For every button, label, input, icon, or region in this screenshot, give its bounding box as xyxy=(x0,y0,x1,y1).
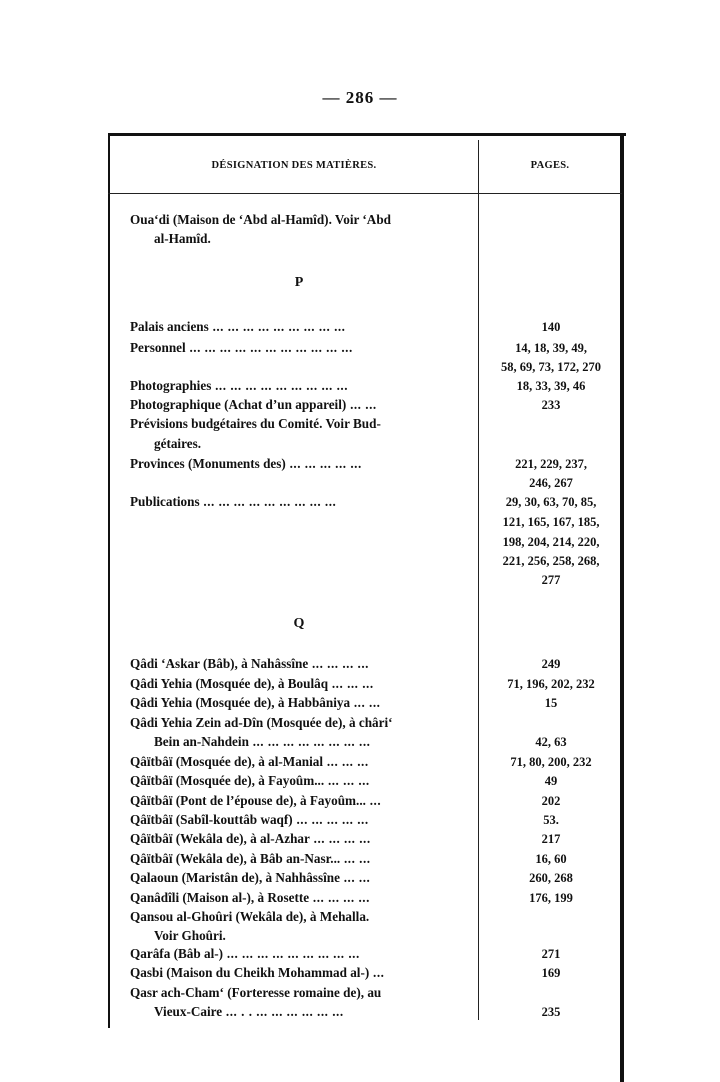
entry-continuation: Vieux-Caire ... . . ... ... ... ... ... ... xyxy=(154,1004,344,1019)
entry-qasr-ach-cham: Qasr ach-Cham‘ (Forteresse romaine de), au xyxy=(130,985,382,1000)
entry-qaitbai-fayoum: Qâïtbâï (Mosquée de), à Fayoûm... ... ... ... xyxy=(130,773,370,788)
entry-continuation: Voir Ghoûri. xyxy=(154,928,226,943)
entry-photographies: Photographies ... ... ... ... ... ... ... ... ... xyxy=(130,378,349,393)
entry-qadi-yehia-boulaq: Qâdi Yehia (Mosquée de), à Boulâq ... ... ... xyxy=(130,676,374,691)
section-letter-p: P xyxy=(294,275,304,290)
page-ref: 29, 30, 63, 70, 85, xyxy=(505,495,597,509)
entry-qansou: Qansou al-Ghoûri (Wekâla de), à Mehalla. xyxy=(130,909,370,924)
entry-qaitbai-manial: Qâïtbâï (Mosquée de), à al-Manial ... ... ... xyxy=(130,754,369,769)
page-ref: 71, 80, 200, 232 xyxy=(510,755,592,769)
page-ref: 260, 268 xyxy=(529,871,573,885)
entry-qasbi: Qasbi (Maison du Cheikh Mohammad al-) ... xyxy=(130,965,385,980)
entry-continuation: al-Hamîd. xyxy=(154,231,211,246)
page-ref: 176, 199 xyxy=(529,891,573,905)
section-letter-q: Q xyxy=(293,616,305,631)
page-ref: 121, 165, 167, 185, xyxy=(502,515,600,529)
page-ref: 14, 18, 39, 49, xyxy=(515,341,587,355)
entry-continuation: Bein an-Nahdein ... ... ... ... ... ... ... ... xyxy=(154,734,371,749)
page-ref: 221, 256, 258, 268, xyxy=(502,554,600,568)
entry-qaitbai-wekala-azhar: Qâïtbâï (Wekâla de), à al-Azhar ... ... ... ... xyxy=(130,831,371,846)
page-ref: 16, 60 xyxy=(535,852,567,866)
entry-palais-anciens: Palais anciens ... ... ... ... ... ... ... ... ... xyxy=(130,319,346,334)
page-ref: 42, 63 xyxy=(535,735,567,749)
entry-oua-di: Oua‘di (Maison de ‘Abd al-Hamîd). Voir ‘Abd xyxy=(130,212,391,227)
page-ref: 15 xyxy=(544,696,558,710)
page-ref: 71, 196, 202, 232 xyxy=(507,677,595,691)
entry-previsions: Prévisions budgétaires du Comité. Voir Bud- xyxy=(130,416,381,431)
header-rule xyxy=(108,193,622,194)
page-ref: 271 xyxy=(541,947,561,961)
page-ref: 18, 33, 39, 46 xyxy=(516,379,586,393)
page-ref: 233 xyxy=(541,398,561,412)
page-ref: 246, 267 xyxy=(529,476,573,490)
entry-continuation: gétaires. xyxy=(154,436,201,451)
page-ref: 58, 69, 73, 172, 270 xyxy=(501,360,601,374)
entry-provinces: Provinces (Monuments des) ... ... ... ... ... xyxy=(130,456,362,471)
page-ref: 217 xyxy=(541,832,561,846)
entry-qadi-yehia-habbaniya: Qâdi Yehia (Mosquée de), à Habbâniya ... ... xyxy=(130,695,381,710)
page-ref: 53. xyxy=(543,813,559,827)
header-designation: DÉSIGNATION DES MATIÈRES. xyxy=(211,160,377,171)
page-number: — 286 — xyxy=(322,88,398,107)
entry-photographique: Photographique (Achat d’un appareil) ... ... xyxy=(130,397,377,412)
entry-personnel: Personnel ... ... ... ... ... ... ... ... ... ... ... xyxy=(130,340,353,355)
entry-qaitbai-pont: Qâïtbâï (Pont de l’épouse de), à Fayoûm... ... xyxy=(130,793,382,808)
entry-qarafa: Qarâfa (Bâb al-) ... ... ... ... ... ... ... ... ... xyxy=(130,946,360,961)
page-ref: 249 xyxy=(541,657,561,671)
page-ref: 202 xyxy=(541,794,561,808)
entry-qadi-askar: Qâdi ‘Askar (Bâb), à Nahâssîne ... ... ... ... xyxy=(130,656,369,671)
header-pages: PAGES. xyxy=(530,160,570,171)
page-ref: 49 xyxy=(544,774,558,788)
page-ref: 169 xyxy=(541,966,561,980)
page-ref: 235 xyxy=(541,1005,561,1019)
entry-publications: Publications ... ... ... ... ... ... ... ... ... xyxy=(130,494,337,509)
entry-qalaoun: Qalaoun (Maristân de), à Nahhâssîne ... ... xyxy=(130,870,371,885)
entry-qanadili: Qanâdîli (Maison al-), à Rosette ... ... ... ... xyxy=(130,890,370,905)
page-ref: 221, 229, 237, xyxy=(515,457,587,471)
entry-qaitbai-wekala-nasr: Qâïtbâï (Wekâla de), à Bâb an-Nasr... ... ... xyxy=(130,851,371,866)
entry-qaitbai-sabil: Qâïtbâï (Sabîl-kouttâb waqf) ... ... ... ... ... xyxy=(130,812,369,827)
page-ref: 140 xyxy=(541,320,561,334)
page-ref: 277 xyxy=(541,573,561,587)
column-divider xyxy=(478,140,479,1020)
page-ref: 198, 204, 214, 220, xyxy=(502,535,600,549)
right-rule xyxy=(620,133,624,1082)
entry-qadi-yehia-zein: Qâdi Yehia Zein ad-Dîn (Mosquée de), à châri‘ xyxy=(130,715,393,730)
